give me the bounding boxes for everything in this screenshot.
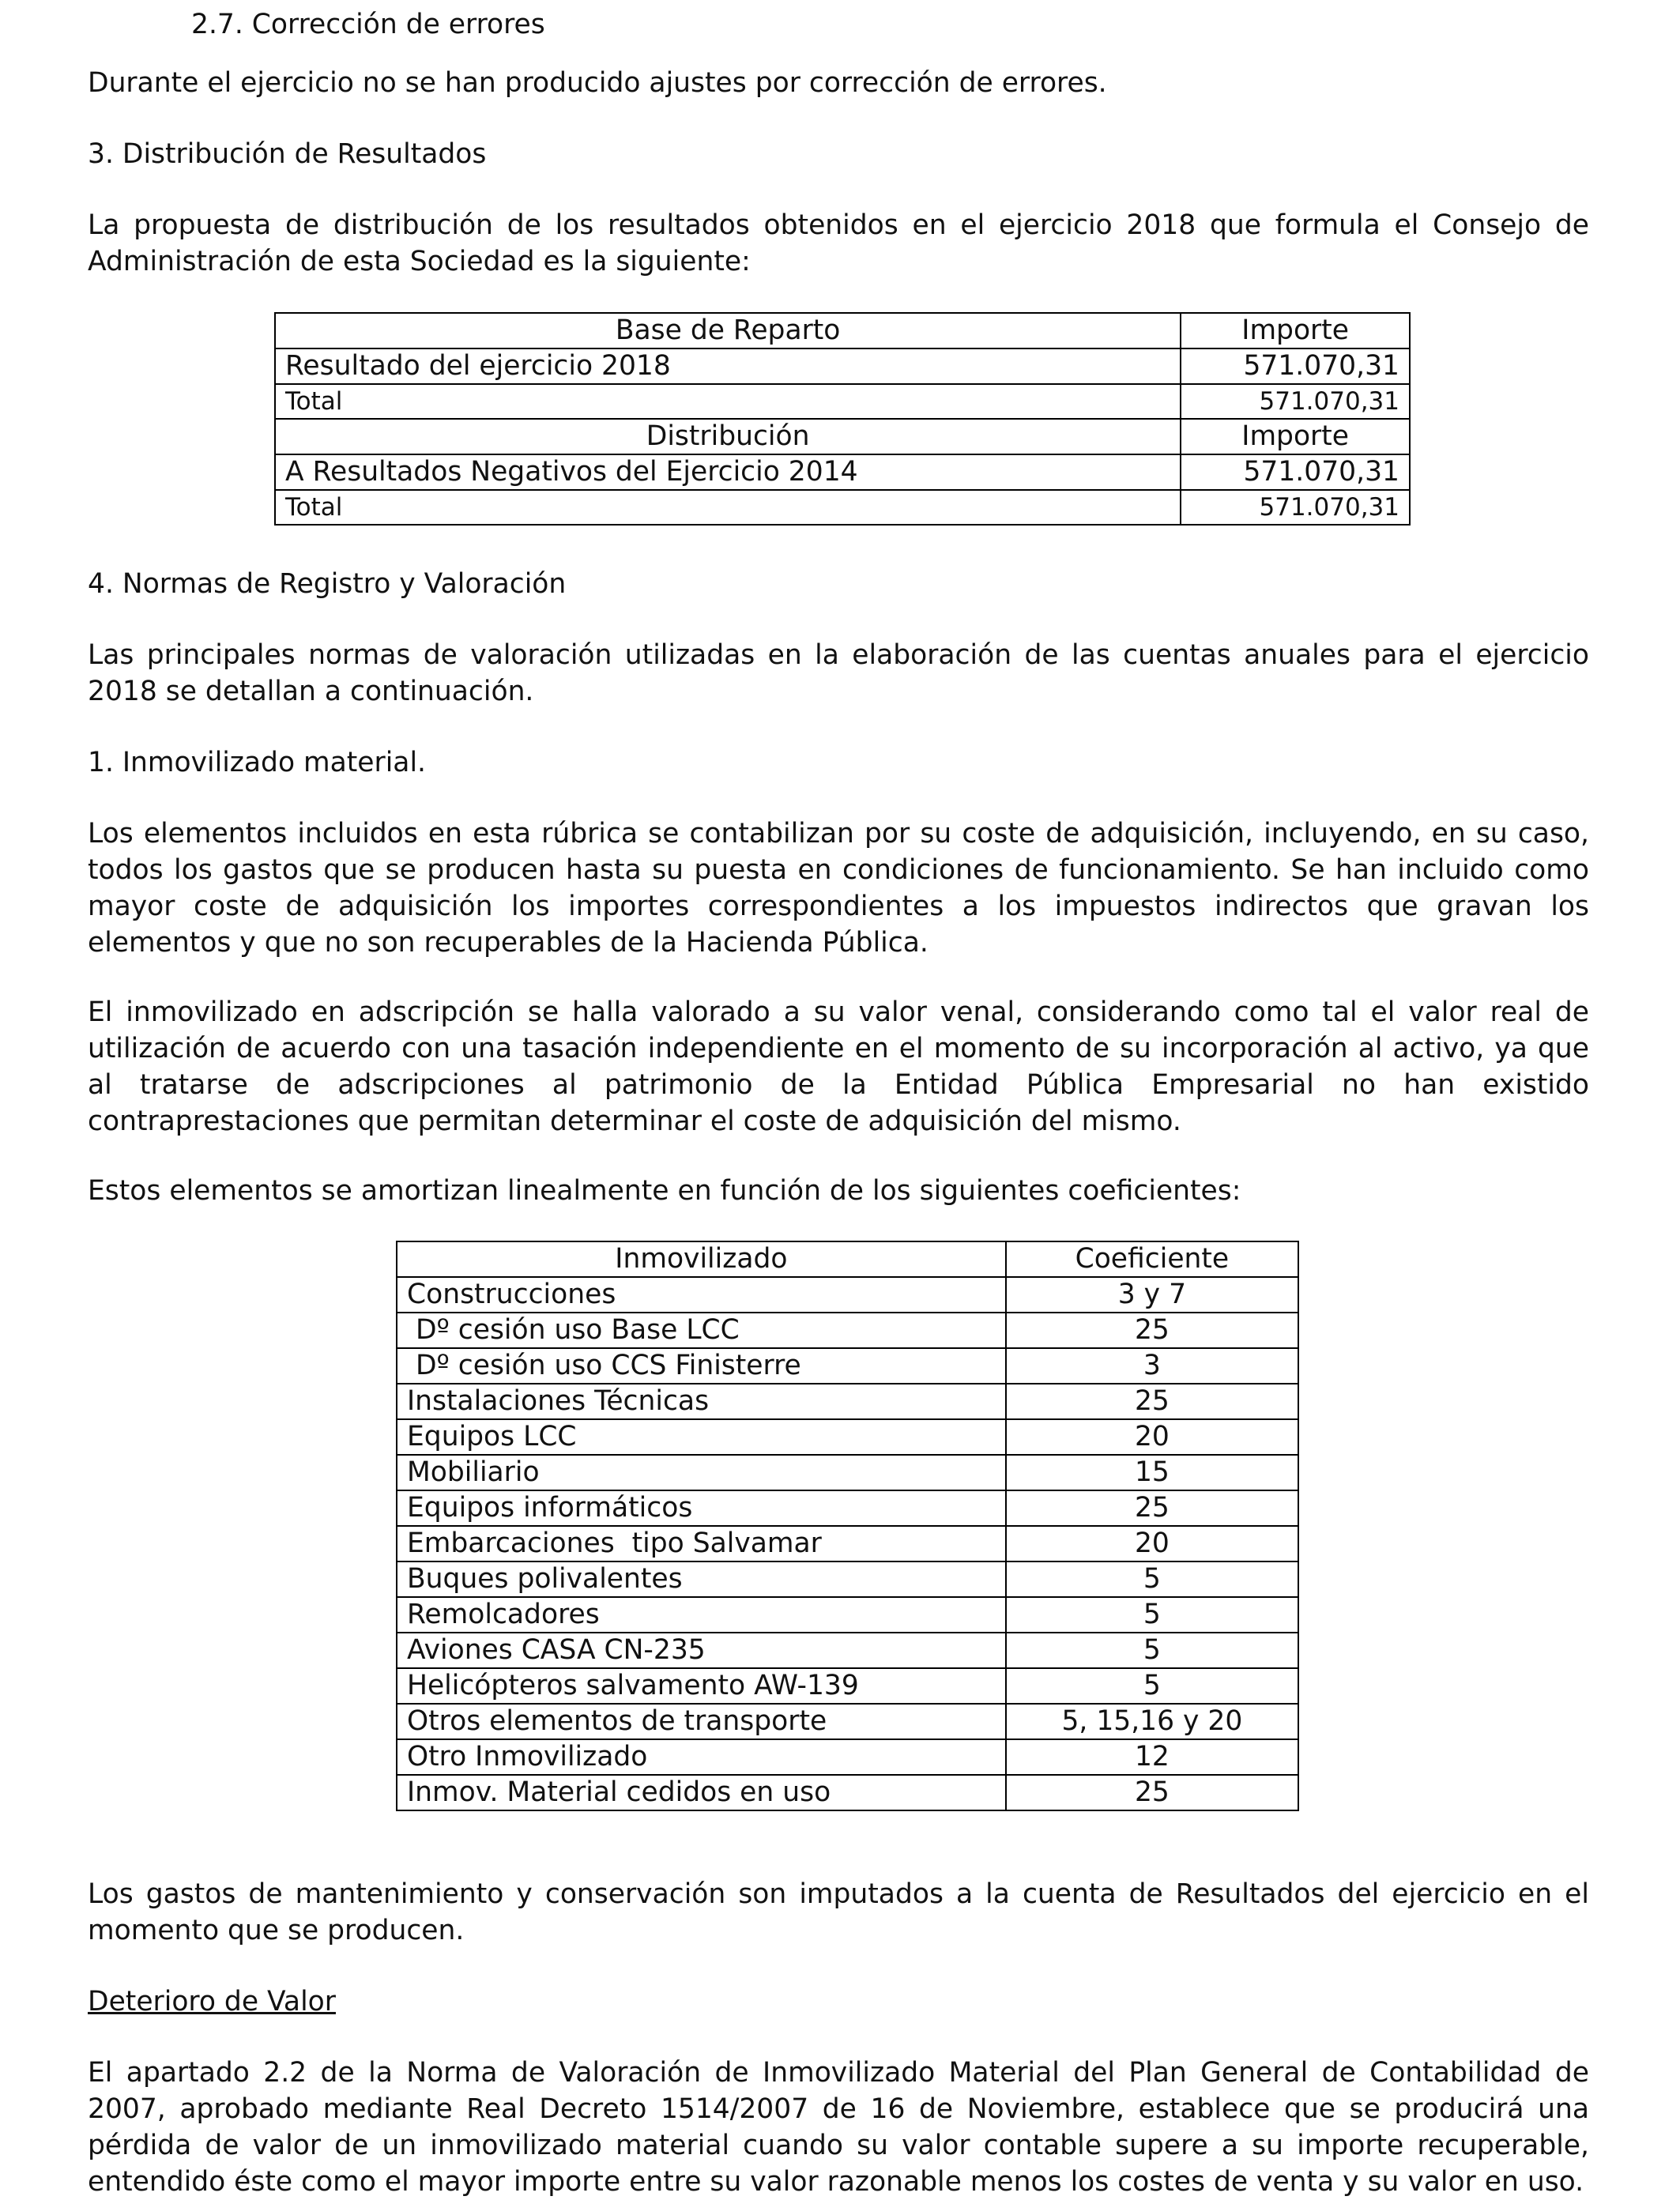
table-header-cell: Distribución	[275, 419, 1181, 454]
table-cell: 571.070,31	[1181, 384, 1410, 419]
table-row	[275, 419, 1410, 454]
table-cell: Total	[275, 490, 1181, 525]
table-row	[275, 490, 1410, 525]
table-row	[397, 1704, 1298, 1739]
paragraph-deterioro: El apartado 2.2 de la Norma de Valoración de Inmovilizado Material del Plan General de Contabilidad de 2007, aprobado mediante Real Decreto 1514/2007 de 16 de Noviembre, establece que se producirá una pérdida de valor de un inmovilizado material cuando su valor contable supere a su importe recuperable, entendido éste como el mayor importe entre su valor razonable menos los costes de venta y su valor en uso.	[88, 2057, 1589, 2198]
paragraph-adscripcion: El inmovilizado en adscripción se halla valorado a su valor venal, considerando como tal el valor real de utilización de acuerdo con una tasación independiente en el momento de su incorporación al activo, ya que al tratarse de adscripciones al patrimonio de la Entidad Pública Empresarial no han existido contraprestaciones que permitan determinar el coste de adquisición del mismo.	[88, 996, 1589, 1137]
table-cell: Buques polivalentes	[397, 1561, 1006, 1597]
table-cell: 12	[1006, 1739, 1298, 1775]
table-cell: 25	[1006, 1384, 1298, 1419]
section-4-title: 4. Normas de Registro y Valoración	[88, 568, 567, 600]
table-cell: Total	[275, 384, 1181, 419]
paragraph-mantenimiento: Los gastos de mantenimiento y conservación son imputados a la cuenta de Resultados del ejercicio en el momento que se producen.	[88, 1878, 1589, 1946]
section-3-title: 3. Distribución de Resultados	[88, 138, 487, 170]
table-row	[397, 1739, 1298, 1775]
table-cell: 5	[1006, 1561, 1298, 1597]
table-row	[397, 1775, 1298, 1810]
table-cell: Resultado del ejercicio 2018	[275, 348, 1181, 384]
table-row	[397, 1455, 1298, 1490]
table-row	[397, 1668, 1298, 1704]
table-cell: 571.070,31	[1181, 490, 1410, 525]
table-cell: Dº cesión uso CCS Finisterre	[397, 1348, 1006, 1384]
table-row	[275, 384, 1410, 419]
table-cell: 25	[1006, 1490, 1298, 1526]
table-row	[397, 1490, 1298, 1526]
section-2-7-title: 2.7. Corrección de errores	[191, 9, 545, 40]
table-row	[397, 1277, 1298, 1313]
table-header-cell: Inmovilizado	[397, 1241, 1006, 1277]
table-cell: 20	[1006, 1419, 1298, 1455]
section-4-text: Las principales normas de valoración utilizadas en la elaboración de las cuentas anuales para el ejercicio 2018 se detallan a continuación.	[88, 639, 1589, 707]
table-cell: 571.070,31	[1181, 348, 1410, 384]
table-header-cell: Base de Reparto	[275, 313, 1181, 348]
paragraph-elementos: Los elementos incluidos en esta rúbrica se contabilizan por su coste de adquisición, incluyendo, en su caso, todos los gastos que se producen hasta su puesta en condiciones de funcionamiento. Se han incluido como mayor coste de adquisición los importes correspondientes a los impuestos indirectos que gravan los elementos y que no son recuperables de la Hacienda Pública.	[88, 818, 1589, 959]
table-cell: 3	[1006, 1348, 1298, 1384]
table-cell: 25	[1006, 1313, 1298, 1348]
table-cell: Helicópteros salvamento AW-139	[397, 1668, 1006, 1704]
table-cell: Inmov. Material cedidos en uso	[397, 1775, 1006, 1810]
section-2-7-text: Durante el ejercicio no se han producido ajustes por corrección de errores.	[88, 67, 1107, 99]
distribution-table	[274, 312, 1411, 526]
table-cell: 5	[1006, 1668, 1298, 1704]
table-cell: Equipos informáticos	[397, 1490, 1006, 1526]
table-cell: Construcciones	[397, 1277, 1006, 1313]
table-cell: A Resultados Negativos del Ejercicio 2014	[275, 454, 1181, 490]
table-cell: 5, 15,16 y 20	[1006, 1704, 1298, 1739]
table-row	[275, 348, 1410, 384]
coefficients-table	[396, 1241, 1299, 1811]
paragraph-amortizacion: Estos elementos se amortizan linealmente en función de los siguientes coeficientes:	[88, 1175, 1241, 1207]
table-cell: Mobiliario	[397, 1455, 1006, 1490]
table-cell: 3 y 7	[1006, 1277, 1298, 1313]
section-4-1-title: 1. Inmovilizado material.	[88, 747, 426, 778]
deterioro-title: Deterioro de Valor	[88, 1986, 336, 2017]
table-cell: Embarcaciones tipo Salvamar	[397, 1526, 1006, 1561]
table-row	[397, 1633, 1298, 1668]
table-cell: Instalaciones Técnicas	[397, 1384, 1006, 1419]
table-cell: 5	[1006, 1597, 1298, 1633]
table-cell: 15	[1006, 1455, 1298, 1490]
table-row	[397, 1561, 1298, 1597]
table-cell: 20	[1006, 1526, 1298, 1561]
table-row	[275, 454, 1410, 490]
table-header-cell: Coeficiente	[1006, 1241, 1298, 1277]
table-row	[275, 313, 1410, 348]
table-cell: Otros elementos de transporte	[397, 1704, 1006, 1739]
table-row	[397, 1597, 1298, 1633]
table-cell: Dº cesión uso Base LCC	[397, 1313, 1006, 1348]
table-cell: Equipos LCC	[397, 1419, 1006, 1455]
table-cell: 5	[1006, 1633, 1298, 1668]
table-header-cell: Importe	[1181, 313, 1410, 348]
table-cell: Remolcadores	[397, 1597, 1006, 1633]
table-row	[397, 1419, 1298, 1455]
table-header-cell: Importe	[1181, 419, 1410, 454]
table-row	[397, 1348, 1298, 1384]
table-row	[397, 1526, 1298, 1561]
table-cell: Aviones CASA CN-235	[397, 1633, 1006, 1668]
table-row	[397, 1241, 1298, 1277]
table-row	[397, 1384, 1298, 1419]
table-cell: Otro Inmovilizado	[397, 1739, 1006, 1775]
section-3-text: La propuesta de distribución de los resultados obtenidos en el ejercicio 2018 que formula el Consejo de Administración de esta Sociedad es la siguiente:	[88, 209, 1589, 277]
table-cell: 25	[1006, 1775, 1298, 1810]
table-cell: 571.070,31	[1181, 454, 1410, 490]
table-row	[397, 1313, 1298, 1348]
